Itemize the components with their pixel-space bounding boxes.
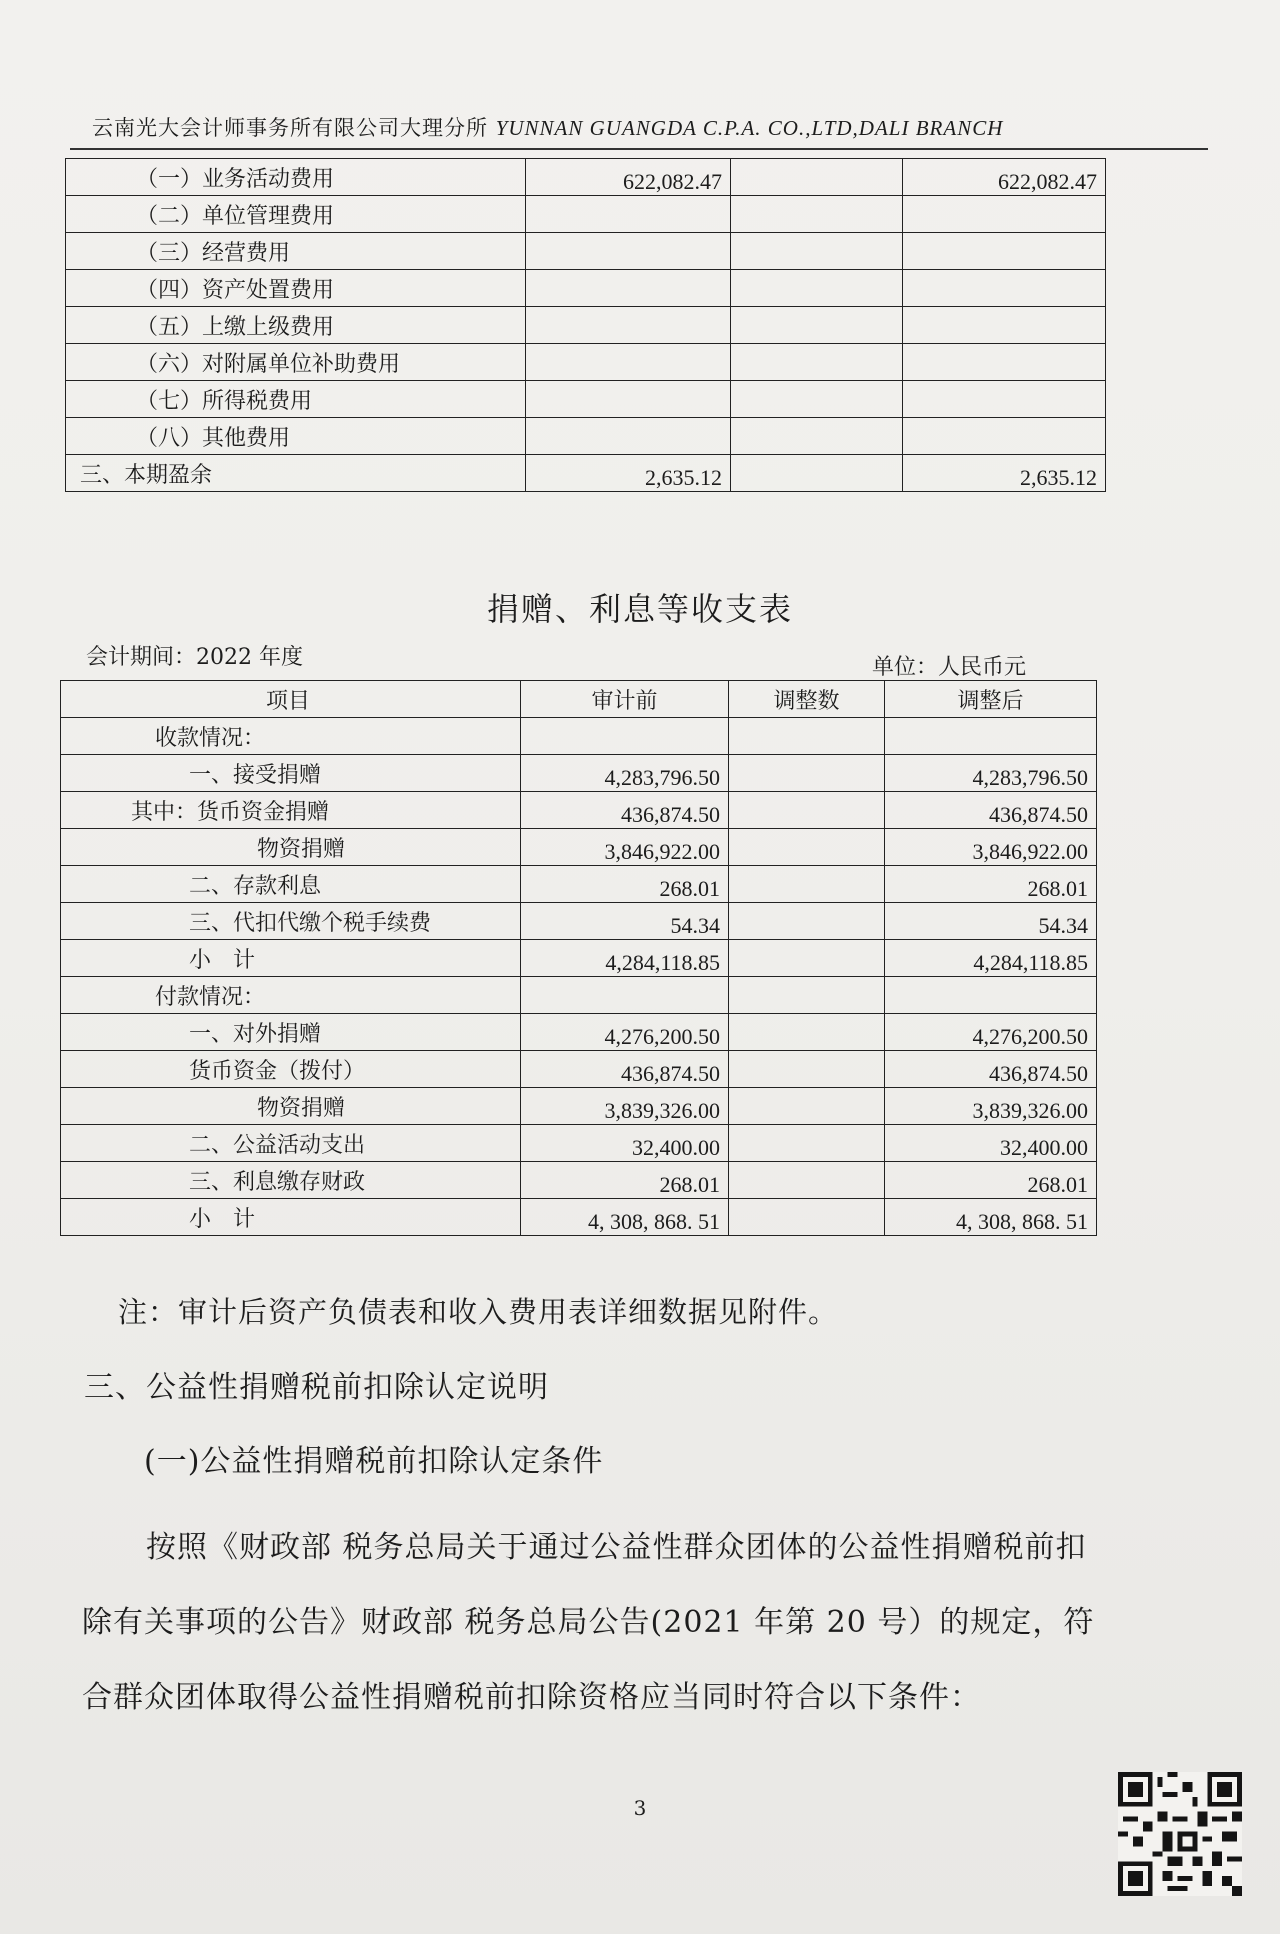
adjust-cell xyxy=(729,829,885,866)
paragraph-text: 按照《财政部 税务总局关于通过公益性群众团体的公益性捐赠税前扣除有关事项的公告》财政部 税务总局公告(2021 年第 20 号）的规定，符合群众团体取得公益性捐赠税前扣除资格应当同时符合以下条件： xyxy=(82,1530,1095,1715)
column-header-adjust: 调整数 xyxy=(729,681,885,718)
row-label: 货币资金（拨付） xyxy=(61,1051,521,1088)
table-row xyxy=(61,1088,1097,1125)
row-label: 物资捐赠 xyxy=(61,1088,521,1125)
after-cell xyxy=(903,307,1106,344)
table-row xyxy=(66,159,1106,196)
after-cell xyxy=(903,233,1106,270)
table-row xyxy=(61,977,1097,1014)
table-row xyxy=(61,718,1097,755)
firm-name-en: YUNNAN GUANGDA C.P.A. CO.,LTD,DALI BRANCH xyxy=(495,116,1004,140)
row-label: （五）上缴上级费用 xyxy=(66,307,526,344)
after-cell: 436,874.50 xyxy=(885,1051,1097,1088)
row-label: （三）经营费用 xyxy=(66,233,526,270)
after-cell: 54.34 xyxy=(885,903,1097,940)
before-cell xyxy=(521,977,729,1014)
table-row xyxy=(61,755,1097,792)
before-cell xyxy=(526,381,731,418)
adjust-cell xyxy=(731,270,903,307)
currency-unit: 单位：人民币元 xyxy=(872,655,1027,680)
before-cell: 4,276,200.50 xyxy=(521,1014,729,1051)
table-row xyxy=(61,1051,1097,1088)
after-cell xyxy=(903,344,1106,381)
table-row xyxy=(66,307,1106,344)
column-header-item: 项目 xyxy=(61,681,521,718)
adjust-cell xyxy=(731,455,903,492)
table-row xyxy=(61,1014,1097,1051)
row-label: 收款情况： xyxy=(61,718,521,755)
adjust-cell xyxy=(729,1199,885,1236)
table-row xyxy=(61,829,1097,866)
row-label: 一、对外捐赠 xyxy=(61,1014,521,1051)
expense-table xyxy=(65,158,1106,492)
after-cell: 3,846,922.00 xyxy=(885,829,1097,866)
after-cell: 4,284,118.85 xyxy=(885,940,1097,977)
before-cell: 3,839,326.00 xyxy=(521,1088,729,1125)
after-cell: 2,635.12 xyxy=(903,455,1106,492)
before-cell: 2,635.12 xyxy=(526,455,731,492)
table-row xyxy=(61,1199,1097,1236)
adjust-cell xyxy=(729,1125,885,1162)
row-label: （二）单位管理费用 xyxy=(66,196,526,233)
after-cell: 268.01 xyxy=(885,866,1097,903)
adjust-cell xyxy=(729,940,885,977)
after-cell: 3,839,326.00 xyxy=(885,1088,1097,1125)
before-cell xyxy=(526,307,731,344)
page-number: 3 xyxy=(633,1796,647,1820)
adjust-cell xyxy=(729,718,885,755)
adjust-cell xyxy=(731,381,903,418)
before-cell: 436,874.50 xyxy=(521,792,729,829)
before-cell: 3,846,922.00 xyxy=(521,829,729,866)
row-label: 一、接受捐赠 xyxy=(61,755,521,792)
before-cell xyxy=(526,418,731,455)
table-row xyxy=(66,233,1106,270)
after-cell: 32,400.00 xyxy=(885,1125,1097,1162)
before-cell xyxy=(526,196,731,233)
adjust-cell xyxy=(729,1088,885,1125)
donation-table xyxy=(60,680,1097,1236)
before-cell: 268.01 xyxy=(521,866,729,903)
table-row xyxy=(61,1162,1097,1199)
adjust-cell xyxy=(729,1014,885,1051)
row-label: 小 计 xyxy=(61,1199,521,1236)
table-row xyxy=(61,866,1097,903)
after-cell: 4, 308, 868. 51 xyxy=(885,1199,1097,1236)
table-row xyxy=(66,270,1106,307)
firm-header xyxy=(92,112,1202,142)
subsection-heading: (一)公益性捐赠税前扣除认定条件 xyxy=(144,1444,604,1479)
before-cell: 32,400.00 xyxy=(521,1125,729,1162)
row-label: 二、公益活动支出 xyxy=(61,1125,521,1162)
row-label: 三、本期盈余 xyxy=(66,455,526,492)
after-cell xyxy=(903,418,1106,455)
row-label: 付款情况： xyxy=(61,977,521,1014)
row-label: 三、利息缴存财政 xyxy=(61,1162,521,1199)
table-row xyxy=(61,903,1097,940)
after-cell: 4,283,796.50 xyxy=(885,755,1097,792)
table-row xyxy=(61,940,1097,977)
before-cell: 4,284,118.85 xyxy=(521,940,729,977)
before-cell xyxy=(526,270,731,307)
row-label: （八）其他费用 xyxy=(66,418,526,455)
table-row xyxy=(61,792,1097,829)
after-cell xyxy=(885,718,1097,755)
adjust-cell xyxy=(731,159,903,196)
adjust-cell xyxy=(729,1162,885,1199)
before-cell xyxy=(526,344,731,381)
row-label: （一）业务活动费用 xyxy=(66,159,526,196)
column-header-before: 审计前 xyxy=(521,681,729,718)
adjust-cell xyxy=(729,792,885,829)
table-header-row xyxy=(61,681,1097,718)
after-cell xyxy=(885,977,1097,1014)
donation-table-title: 捐赠、利息等收支表 xyxy=(486,590,793,628)
before-cell xyxy=(521,718,729,755)
row-label: （七）所得税费用 xyxy=(66,381,526,418)
row-label: （四）资产处置费用 xyxy=(66,270,526,307)
after-cell: 4,276,200.50 xyxy=(885,1014,1097,1051)
adjust-cell xyxy=(731,233,903,270)
after-cell: 436,874.50 xyxy=(885,792,1097,829)
qr-code-icon xyxy=(1118,1772,1242,1896)
before-cell: 268.01 xyxy=(521,1162,729,1199)
after-cell xyxy=(903,381,1106,418)
before-cell xyxy=(526,233,731,270)
accounting-period: 会计期间：2022 年度 xyxy=(86,645,303,670)
adjust-cell xyxy=(729,755,885,792)
table-row xyxy=(66,196,1106,233)
attachment-note: 注：审计后资产负债表和收入费用表详细数据见附件。 xyxy=(118,1295,839,1329)
after-cell xyxy=(903,270,1106,307)
table-row xyxy=(61,1125,1097,1162)
after-cell: 268.01 xyxy=(885,1162,1097,1199)
row-label: 其中：货币资金捐赠 xyxy=(61,792,521,829)
before-cell: 622,082.47 xyxy=(526,159,731,196)
after-cell xyxy=(903,196,1106,233)
row-label: 物资捐赠 xyxy=(61,829,521,866)
adjust-cell xyxy=(731,418,903,455)
after-cell: 622,082.47 xyxy=(903,159,1106,196)
column-header-after: 调整后 xyxy=(885,681,1097,718)
adjust-cell xyxy=(731,307,903,344)
firm-name-cn: 云南光大会计师事务所有限公司大理分所 xyxy=(92,116,488,140)
adjust-cell xyxy=(729,1051,885,1088)
table-row xyxy=(66,344,1106,381)
table-row xyxy=(66,418,1106,455)
before-cell: 54.34 xyxy=(521,903,729,940)
table-row xyxy=(66,455,1106,492)
header-rule xyxy=(70,148,1208,150)
adjust-cell xyxy=(729,866,885,903)
adjust-cell xyxy=(731,196,903,233)
row-label: （六）对附属单位补助费用 xyxy=(66,344,526,381)
row-label: 二、存款利息 xyxy=(61,866,521,903)
adjust-cell xyxy=(729,977,885,1014)
before-cell: 436,874.50 xyxy=(521,1051,729,1088)
section-heading: 三、公益性捐赠税前扣除认定说明 xyxy=(84,1370,549,1405)
before-cell: 4, 308, 868. 51 xyxy=(521,1199,729,1236)
table-row xyxy=(66,381,1106,418)
row-label: 三、代扣代缴个税手续费 xyxy=(61,903,521,940)
before-cell: 4,283,796.50 xyxy=(521,755,729,792)
adjust-cell xyxy=(729,903,885,940)
body-paragraph xyxy=(82,1510,1102,1735)
row-label: 小 计 xyxy=(61,940,521,977)
adjust-cell xyxy=(731,344,903,381)
